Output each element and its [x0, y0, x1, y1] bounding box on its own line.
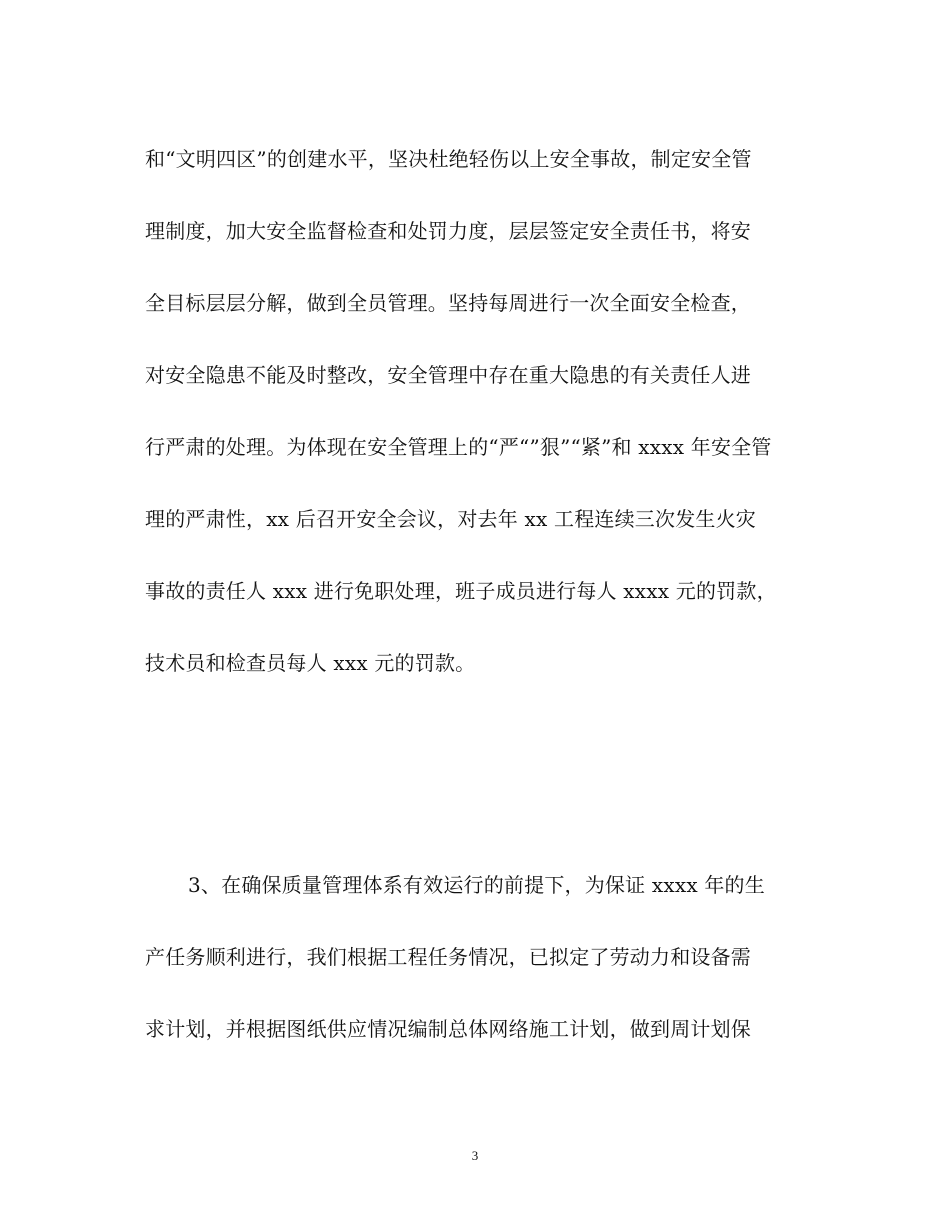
paragraph-1-line-8: 技术员和检查员每人 xxx 元的罚款。	[145, 651, 476, 675]
paragraph-1-line-1: 和“文明四区”的创建水平，坚决杜绝轻伤以上安全事故，制定安全管	[145, 147, 752, 171]
page-number: 3	[471, 1148, 479, 1163]
paragraph-2-line-1: 3、在确保质量管理体系有效运行的前提下，为保证 xxxx 年的生	[188, 873, 765, 897]
paragraph-1-line-6: 理的严肃性，xx 后召开安全会议，对去年 xx 工程连续三次发生火灾	[145, 507, 756, 531]
paragraph-2-line-2: 产任务顺利进行，我们根据工程任务情况，已拟定了劳动力和设备需	[145, 945, 751, 969]
paragraph-1-line-3: 全目标层层分解，做到全员管理。坚持每周进行一次全面安全检查，	[145, 291, 751, 315]
paragraph-1-line-7: 事故的责任人 xxx 进行免职处理，班子成员进行每人 xxxx 元的罚款，	[145, 579, 777, 603]
paragraph-1-line-5: 行严肃的处理。为体现在安全管理上的“严“”狠”“紧”和 xxxx 年安全管	[145, 435, 772, 459]
paragraph-1-line-2: 理制度，加大安全监督检查和处罚力度，层层签定安全责任书，将安	[145, 219, 751, 243]
paragraph-1-line-4: 对安全隐患不能及时整改，安全管理中存在重大隐患的有关责任人进	[145, 363, 751, 387]
paragraph-2-line-3: 求计划，并根据图纸供应情况编制总体网络施工计划，做到周计划保	[145, 1017, 751, 1041]
